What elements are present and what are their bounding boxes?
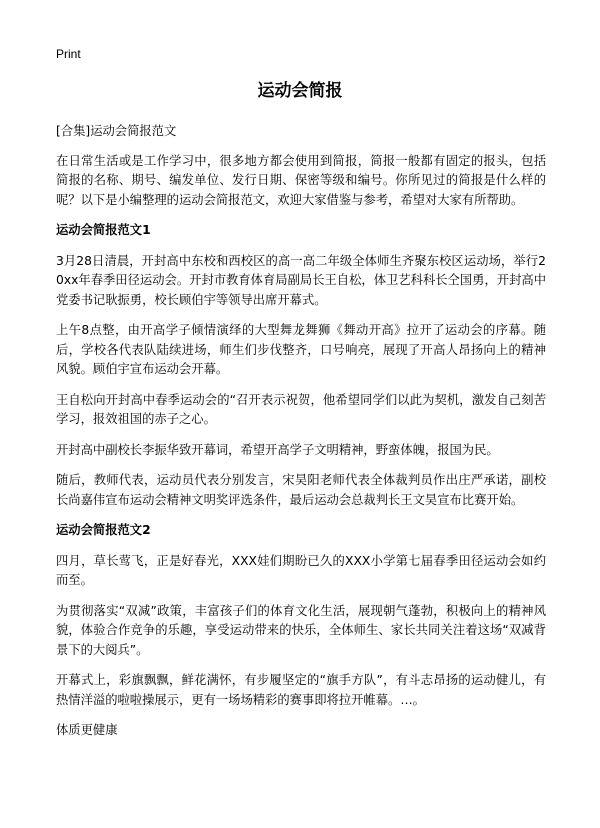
- section-2-paragraph-4: 体质更健康: [56, 723, 118, 737]
- intro-paragraph: 在日常生活或是工作学习中，很多地方都会使用到简报，简报一般都有固定的报头，包括简报的名称、期号、编发单位、发行日期、保密等级和编号。你所见过的简报是什么样的呢？以下是小编整理的运动会简报范文，欢迎大家借鉴与参考，希望对大家有所帮助。: [56, 153, 546, 207]
- section-heading-1: 运动会简报范文1: [56, 223, 151, 237]
- print-link[interactable]: Print: [56, 47, 81, 61]
- page-title: 运动会简报: [257, 81, 343, 101]
- section-2-paragraph-2: 为贯彻落实“双减”政策，丰富孩子们的体育文化生活，展现朝气蓬勃，积极向上的精神风貌，体验合作竞争的乐趣，享受运动带来的快乐，全体师生、家长共同关注着这场“双减背景下的大阅兵”。: [56, 603, 546, 657]
- section-2-paragraph-1: 四月，草长莺飞，正是好春光，XXX娃们期盼已久的XXX小学第七届春季田径运动会如约而至。: [56, 553, 546, 587]
- document-subtitle: [合集]运动会简报范文: [56, 124, 177, 138]
- section-1-paragraph-3: 王自松向开封高中春季运动会的“召开表示祝贺，他希望同学们以此为契机，激发自己刻苦学习，报效祖国的赤子之心。: [56, 392, 546, 426]
- section-heading-2: 运动会简报范文2: [56, 523, 151, 537]
- section-2-paragraph-3: 开幕式上，彩旗飘飘，鲜花满怀，有步履坚定的“旗手方队”，有斗志昂扬的运动健儿，有热情洋溢的啦啦操展示，更有一场场精彩的赛事即将拉开帷幕。…。: [56, 673, 546, 707]
- section-1-paragraph-4: 开封高中副校长李振华致开幕词，希望开高学子文明精神，野蛮体魄，报国为民。: [56, 442, 499, 457]
- section-1-paragraph-2: 上午8点整，由开高学子倾情演绎的大型舞龙舞狮《舞动开高》拉开了运动会的序幕。随后，学校各代表队陆续进场，师生们步伐整齐，口号响亮，展现了开高人昂扬向上的精神风貌。顾伯宇宣布运动会开幕。: [56, 323, 546, 376]
- document-body: [56, 122, 546, 752]
- section-1-paragraph-5: 随后，教师代表，运动员代表分别发言，宋昊阳老师代表全体裁判员作出庄严承诺，副校长尚嘉伟宣布运动会精神文明奖评选条件，最后运动会总裁判长王文昊宣布比赛开始。: [56, 473, 546, 507]
- section-1-paragraph-1: 3月28日清晨，开封高中东校和西校区的高一高二年级全体师生齐聚东校区运动场，举行20xx年春季田径运动会。开封市教育体育局副局长王自松，体卫艺科科长仝国勇，开封高中党委书记耿振勇，校长顾伯宇等领导出席开幕式。: [56, 253, 546, 307]
